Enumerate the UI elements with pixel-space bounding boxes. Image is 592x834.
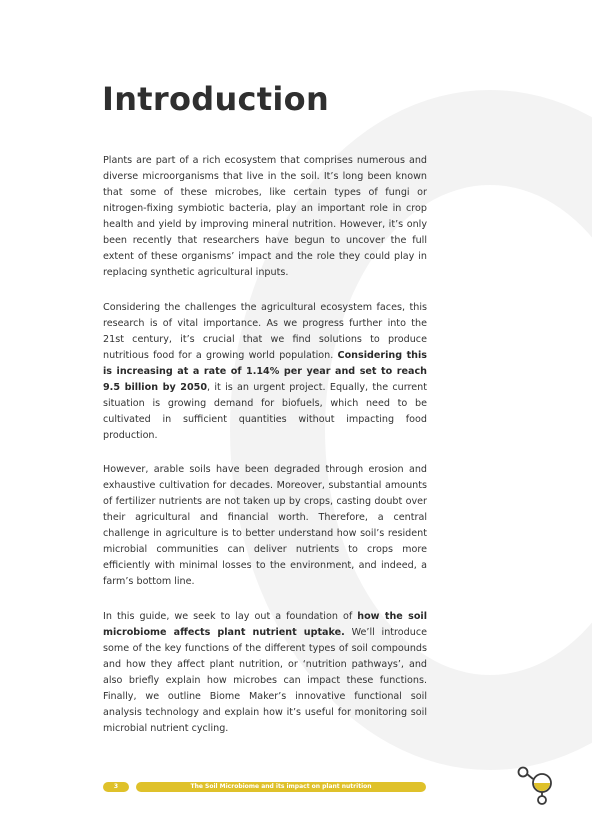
paragraph: [103, 300, 427, 444]
text-span: Plants are part of a rich ecosystem that comprises numerous and diverse microorganisms that live in the soil. It’s long been known that some of these microbes, like certain types of fungi or nitrogen-fixing symbiotic bacteria, play an important role in crop health and yield by improving mineral nutrition. However, it’s only been recently that researchers have begun to uncover the full extent of these organisms’ impact and the role they could play in replacing synthetic agricultural inputs.: [103, 155, 427, 278]
body-text: [103, 153, 427, 755]
paragraph: [103, 609, 427, 737]
page-title: Introduction: [102, 80, 330, 118]
page-number-badge: 3: [103, 782, 129, 792]
text-span: In this guide, we seek to lay out a foundation of: [103, 610, 358, 622]
bold-text-span: Considering this is increasing at a rate of 1.14% per year and set to reach 9.5 billion by 2050: [103, 349, 427, 393]
text-span: , it is an urgent project. Equally, the current situation is growing demand for biofuels, which need to be cultivated in sufficient quantities without impacting food production.: [103, 381, 428, 441]
bold-text-span: how the soil microbiome affects plant nutrient uptake.: [103, 610, 427, 638]
text-span: We’ll introduce some of the key functions of the different types of soil compounds and how they affect plant nutrition, or ‘nutrition pathways’, and also briefly explain how microbes can impact these functions. Finally, we outline Biome Maker’s innovative functional soil analysis technology and explain how it’s useful for monitoring soil microbial nutrient cycling.: [103, 626, 428, 734]
footer-document-title: The Soil Microbiome and its impact on plant nutrition: [136, 782, 426, 792]
text-span: Considering the challenges the agricultural ecosystem faces, this research is of vital importance. As we progress further into the 21st century, it’s crucial that we find solutions to produce nutritious food for a growing world population.: [103, 301, 427, 361]
text-span: However, arable soils have been degraded through erosion and exhaustive cultivation for decades. Moreover, substantial amounts of fertilizer nutrients are not taken up by crops, casting doubt over their agricultural and financial worth. Therefore, a central challenge in agriculture is to better understand how soil’s resident microbial communities can deliver nutrients to crops more efficiently with minimal losses to the environment, and indeed, a farm’s bottom line.: [103, 464, 427, 587]
paragraph: [103, 153, 427, 281]
molecule-logo-icon: [516, 764, 558, 808]
paragraph: [103, 462, 427, 590]
